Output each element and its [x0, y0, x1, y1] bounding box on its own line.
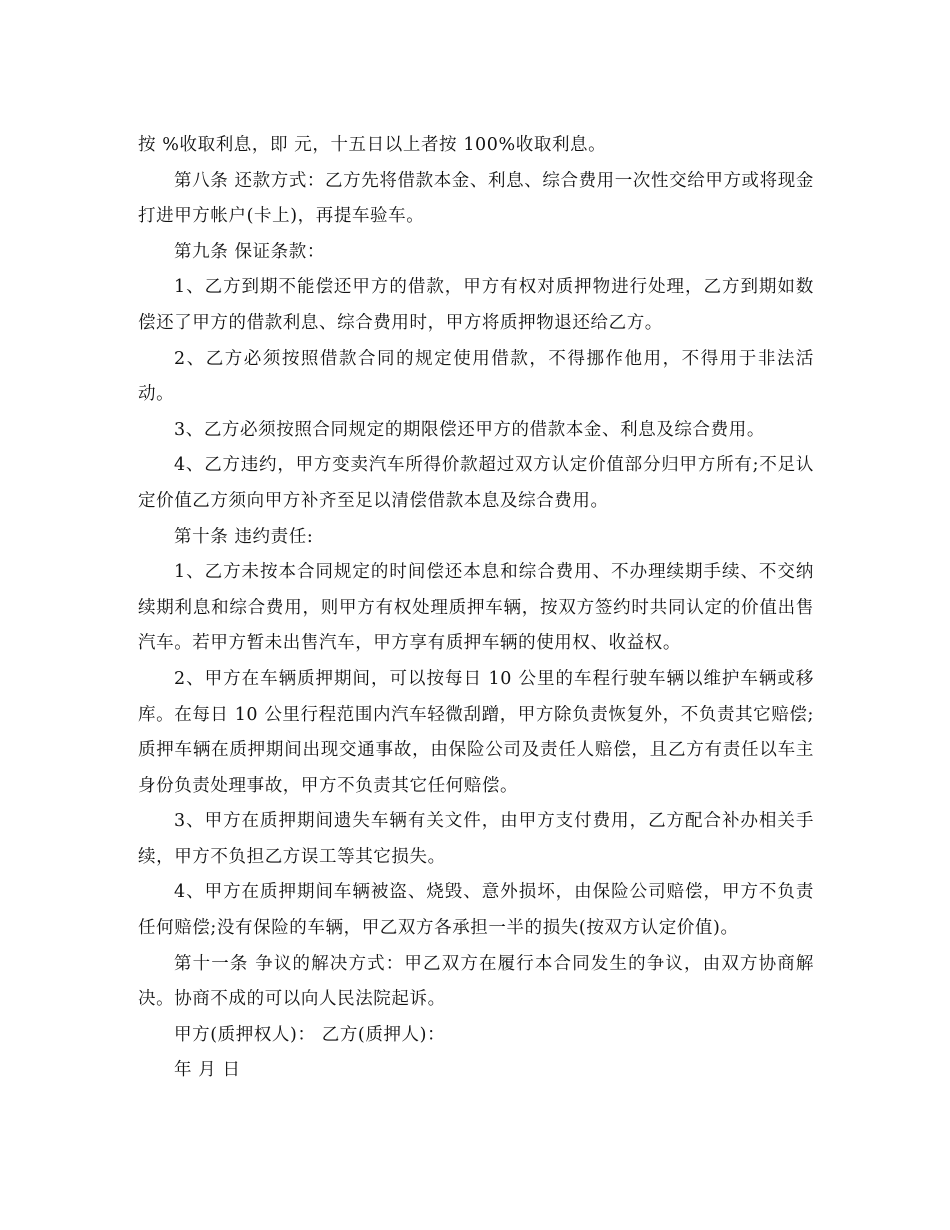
- paragraph-interest-terms: 按 %收取利息，即 元，十五日以上者按 100%收取利息。: [138, 135, 607, 155]
- paragraph-article-10-heading: 第十条 违约责任:: [174, 526, 314, 547]
- signature-date: 年 月 日: [174, 1060, 241, 1081]
- paragraph-article-9-item-2: 2、乙方必须按照借款合同的规定使用借款，不得挪作他用，不得用于非法活动。: [138, 348, 814, 405]
- paragraph-article-11: 第十一条 争议的解决方式：甲乙双方在履行本合同发生的争议，由双方协商解决。协商不成的可以向人民法院起诉。: [138, 953, 814, 1010]
- paragraph-article-9-item-1: 1、乙方到期不能偿还甲方的借款，甲方有权对质押物进行处理，乙方到期如数偿还了甲方的借款利息、综合费用时，甲方将质押物退还给乙方。: [138, 277, 814, 333]
- document-page: [138, 128, 814, 1089]
- paragraph-article-9-item-3: 3、乙方必须按照合同规定的期限偿还甲方的借款本金、利息及综合费用。: [174, 419, 765, 440]
- paragraph-article-9-heading: 第九条 保证条款：: [174, 241, 325, 262]
- signature-parties: 甲方(质押权人)： 乙方(质押人)：: [174, 1024, 446, 1045]
- paragraph-article-9-item-4: 4、乙方违约，甲方变卖汽车所得价款超过双方认定价值部分归甲方所有;不足认定价值乙方须向甲方补齐至足以清偿借款本息及综合费用。: [138, 455, 814, 511]
- paragraph-article-10-item-3: 3、甲方在质押期间遗失车辆有关文件，由甲方支付费用，乙方配合补办相关手续，甲方不负担乙方误工等其它损失。: [138, 811, 814, 867]
- paragraph-article-8: 第八条 还款方式：乙方先将借款本金、利息、综合费用一次性交给甲方或将现金打进甲方帐户(卡上)，再提车验车。: [138, 170, 814, 227]
- paragraph-article-10-item-2: 2、甲方在车辆质押期间，可以按每日 10 公里的车程行驶车辆以维护车辆或移库。在每日 10 公里行程范围内汽车轻微刮蹭，甲方除负责恢复外，不负责其它赔偿;质押车辆在质押期间出现交通事故，由保险公司及责任人赔偿，且乙方有责任以车主身份负责处理事故，甲方不负责其它任何赔偿。: [138, 668, 814, 796]
- paragraph-article-10-item-1: 1、乙方未按本合同规定的时间偿还本息和综合费用、不办理续期手续、不交纳续期利息和综合费用，则甲方有权处理质押车辆，按双方签约时共同认定的价值出售汽车。若甲方暂未出售汽车，甲方享有质押车辆的使用权、收益权。: [138, 562, 814, 654]
- paragraph-article-10-item-4: 4、甲方在质押期间车辆被盗、烧毁、意外损坏，由保险公司赔偿，甲方不负责任何赔偿;没有保险的车辆，甲乙双方各承担一半的损失(按双方认定价值)。: [138, 882, 814, 939]
